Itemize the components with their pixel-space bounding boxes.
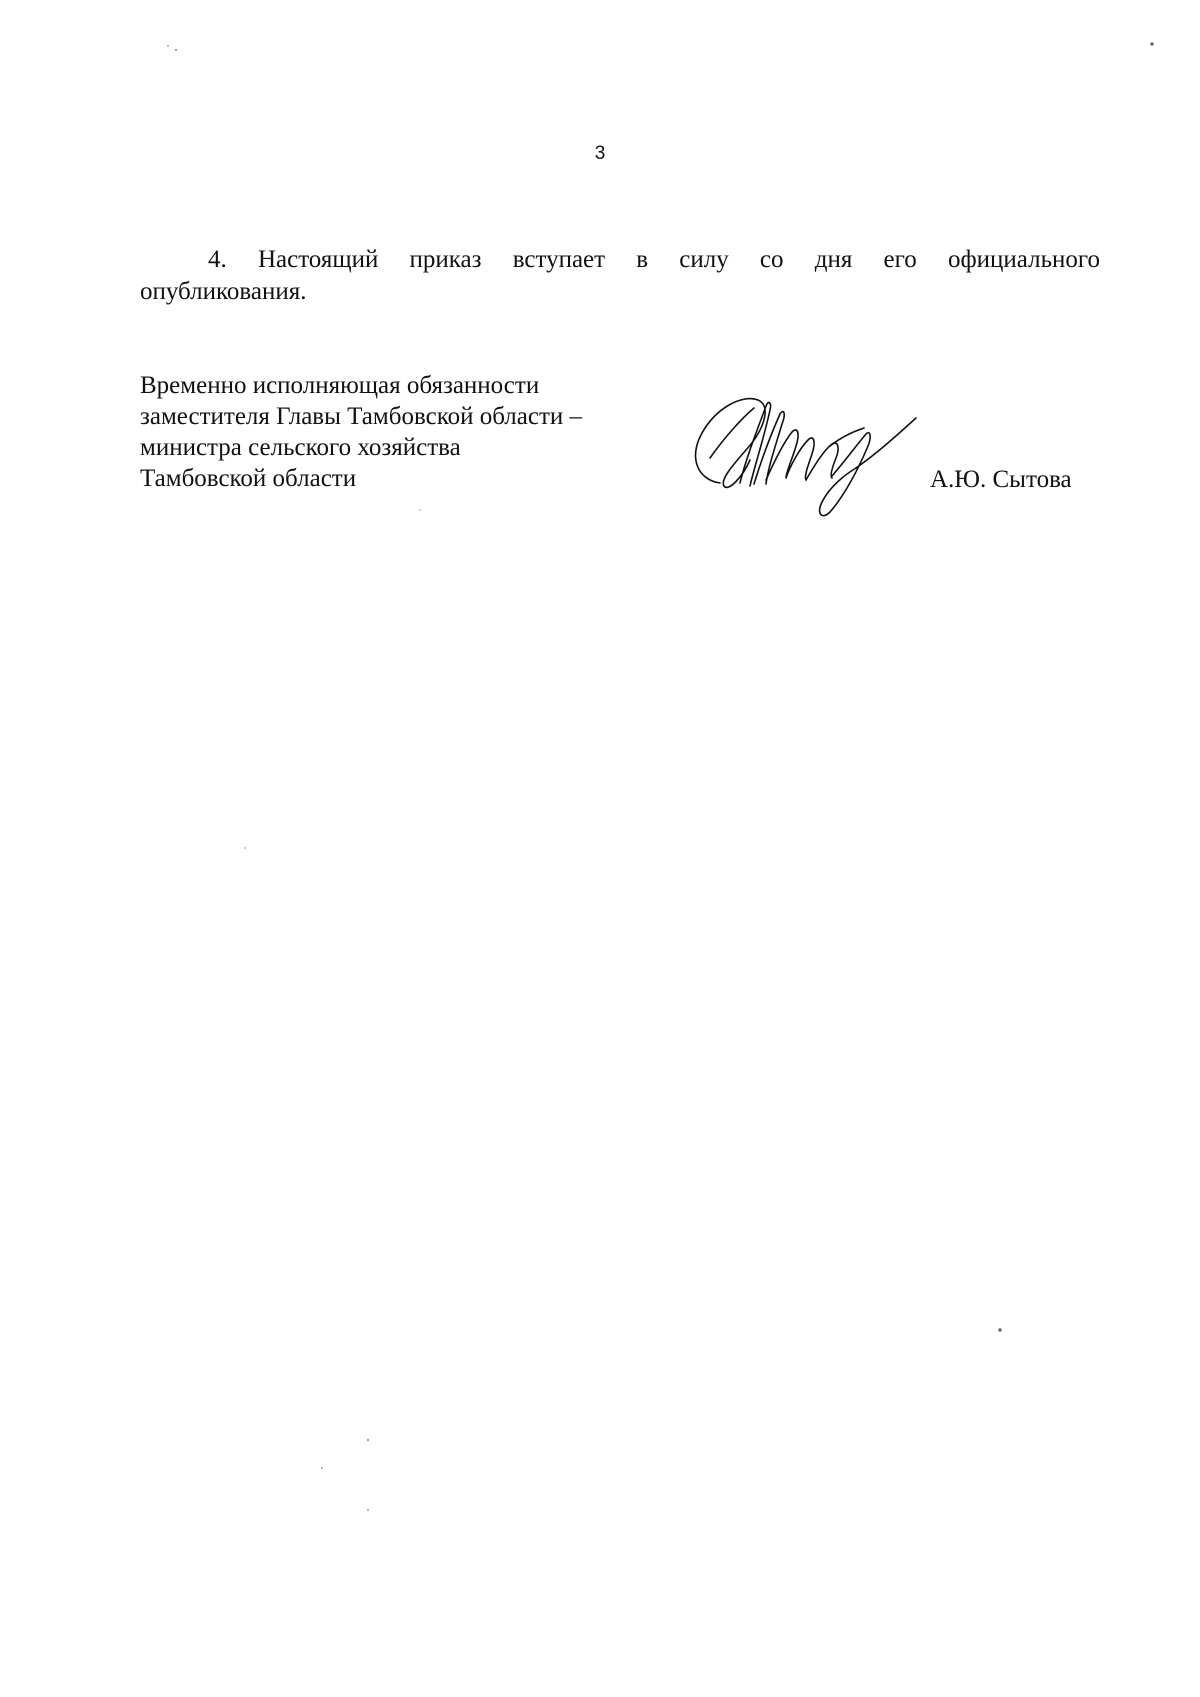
page-number: 3 [594,143,606,164]
signatory-position-line: заместителя Главы Тамбовской области – [140,403,583,430]
paragraph-line-1: 4. Настоящий приказ вступает в силу со дня его официального [208,246,1100,273]
signatory-position-line: Тамбовской области [140,465,357,492]
signatory-position-line: Временно исполняющая обязанности [140,372,540,399]
signatory-position-line: министра сельского хозяйства [140,434,461,461]
signatory-position [140,370,660,494]
order-paragraph-4 [140,244,1100,308]
handwritten-signature [680,388,930,520]
signatory-name: А.Ю. Сытова [930,466,1072,493]
paragraph-line-2: опубликования. [140,278,307,305]
